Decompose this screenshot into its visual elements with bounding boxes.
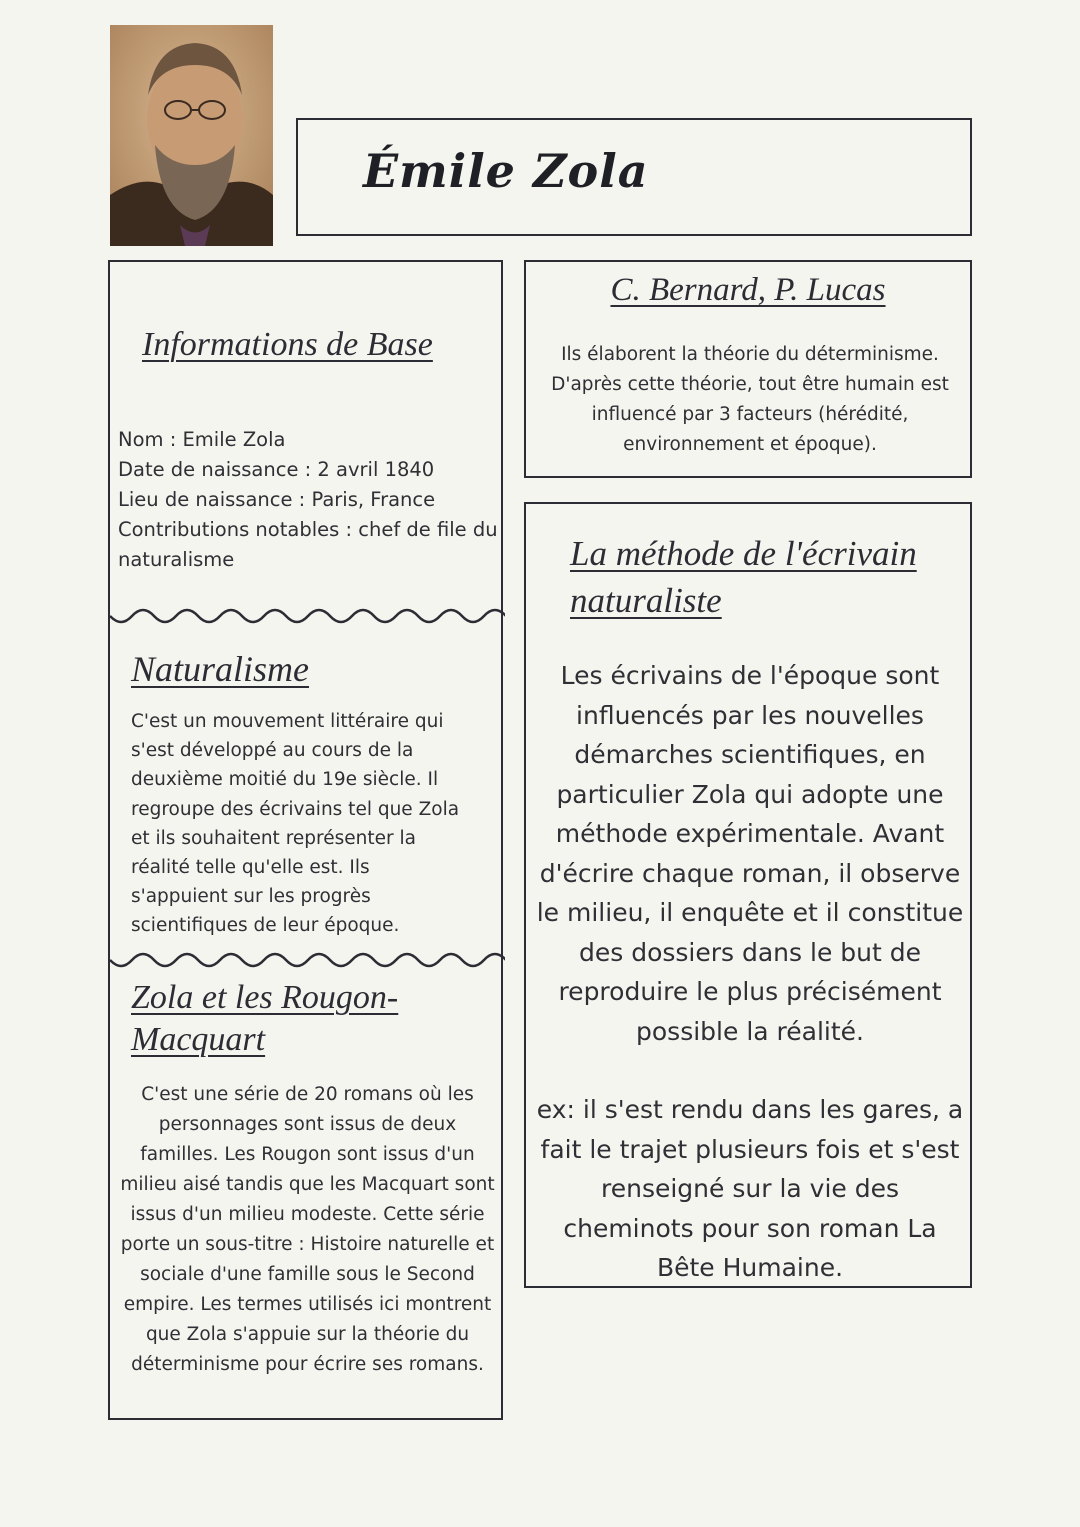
left-column-card <box>108 260 503 1420</box>
methode-example-text: ex: il s'est rendu dans les gares, a fait le trajet plusieurs fois et s'est renseigné sur la vie des cheminots pour son roman La Bête Humaine. <box>536 1095 964 1282</box>
wavy-divider <box>110 950 505 974</box>
page-title: Émile Zola <box>363 144 649 198</box>
bernard-section-text: Ils élaborent la théorie du déterminisme. D'après cette théorie, tout être humain est influencé par 3 facteurs (hérédité, environnement et époque). <box>551 344 949 455</box>
wavy-divider <box>110 606 505 630</box>
info-contributions: Contributions notables : chef de file du naturalisme <box>118 518 498 571</box>
methode-card <box>524 502 972 1288</box>
info-birth-date: Date de naissance : 2 avril 1840 <box>118 458 435 481</box>
bernard-card <box>524 260 972 478</box>
info-section-lines <box>118 425 498 575</box>
portrait-photo-icon <box>110 25 273 246</box>
methode-section-text: Les écrivains de l'époque sont influencés par les nouvelles démarches scientifiques, en particulier Zola qui adopte une méthode expérimentale. Avant d'écrire chaque roman, il observe le milieu, il enquête et il constitue des dossiers dans le but de reproduire le plus précisément possible la réalité. <box>536 661 964 1046</box>
rougon-section-title: Zola et les Rougon-Macquart <box>131 979 399 1058</box>
title-box <box>296 118 972 236</box>
naturalisme-section-title: Naturalisme <box>131 649 310 689</box>
info-birth-place: Lieu de naissance : Paris, France <box>118 488 436 511</box>
info-section-title: Informations de Base <box>142 326 433 363</box>
naturalisme-section-text: C'est un mouvement littéraire qui s'est développé au cours de la deuxième moitié du 19e siècle. Il regroupe des écrivains tel que Zola et ils souhaitent représenter la réalité telle qu'elle est. Ils s'appuient sur les progrès scientifiques de leur époque. <box>131 711 460 937</box>
portrait-image <box>110 25 273 246</box>
rougon-section-text: C'est une série de 20 romans où les personnages sont issus de deux familles. Les Rougon sont issus d'un milieu aisé tandis que les Macquart sont issus d'un milieu modeste. Cette série porte un sous-titre : Histoire naturelle et sociale d'une famille sous le Second empire. Les termes utilisés ici montrent que Zola s'appuie sur la théorie du déterminisme pour écrire ses romans. <box>120 1084 495 1375</box>
bernard-section-title: C. Bernard, P. Lucas <box>610 272 886 308</box>
info-name: Nom : Emile Zola <box>118 428 286 451</box>
methode-section-title: La méthode de l'écrivain naturaliste <box>570 534 917 620</box>
